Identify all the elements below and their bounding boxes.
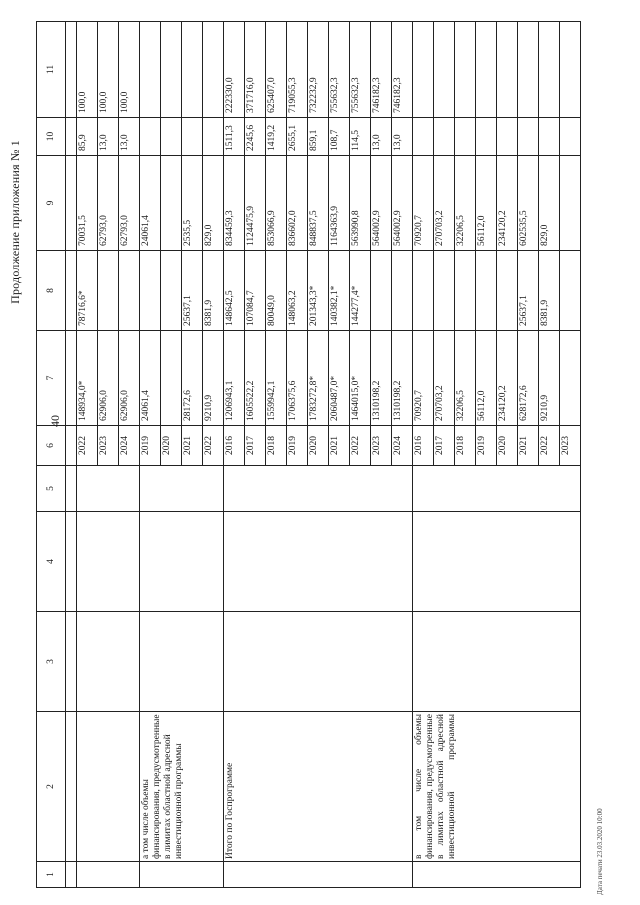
year-cell: 2021	[518, 426, 539, 466]
year-cell: 2020	[308, 426, 329, 466]
year-cell: 2021	[329, 426, 350, 466]
year-cell: 2018	[455, 426, 476, 466]
value-cell-c11: 755632,3	[329, 22, 350, 118]
value-cell-c11: 371716,0	[245, 22, 266, 118]
value-cell-c8	[455, 251, 476, 331]
value-cell-c7: 24061,4	[140, 331, 161, 426]
financing-table	[36, 21, 581, 888]
value-cell-c10: 859,1	[308, 118, 329, 156]
column-number: 7	[37, 331, 66, 426]
value-cell-c11	[413, 22, 434, 118]
value-cell-c11	[434, 22, 455, 118]
value-cell-c8	[140, 251, 161, 331]
value-cell-c10: 85,9	[77, 118, 98, 156]
value-cell-c9: 70031,5	[77, 156, 98, 251]
col5-cell	[140, 466, 224, 512]
value-cell-c11: 625407,0	[266, 22, 287, 118]
group-label: Итого по Госпрограмме	[224, 712, 413, 862]
value-cell-c8: 80049,0	[266, 251, 287, 331]
value-cell-c9: 270703,2	[434, 156, 455, 251]
year-cell: 2019	[287, 426, 308, 466]
value-cell-c11	[161, 22, 182, 118]
value-cell-c10	[434, 118, 455, 156]
value-cell-c7: 9210,9	[539, 331, 560, 426]
value-cell-c9: 1164363,9	[329, 156, 350, 251]
value-cell-c11: 732232,9	[308, 22, 329, 118]
value-cell-c11: 746182,3	[392, 22, 413, 118]
value-cell-c8: 8381,9	[539, 251, 560, 331]
value-cell-c7: 2060487,0*	[329, 331, 350, 426]
value-cell-c7	[161, 331, 182, 426]
value-cell-c9: 564002,9	[371, 156, 392, 251]
value-cell-c11: 100,0	[77, 22, 98, 118]
value-cell-c11	[182, 22, 203, 118]
year-cell: 2019	[140, 426, 161, 466]
value-cell-c11	[560, 22, 581, 118]
value-cell-c7: 62906,0	[119, 331, 140, 426]
year-cell: 2019	[476, 426, 497, 466]
group-label	[77, 712, 140, 862]
value-cell-c9: 24061,4	[140, 156, 161, 251]
column-number: 10	[37, 118, 66, 156]
value-cell-c8	[161, 251, 182, 331]
value-cell-c8	[392, 251, 413, 331]
value-cell-c8: 148063,2	[287, 251, 308, 331]
value-cell-c8	[476, 251, 497, 331]
value-cell-c10	[455, 118, 476, 156]
spacer-row	[66, 22, 77, 888]
value-cell-c8: 107084,7	[245, 251, 266, 331]
column-number: 5	[37, 466, 66, 512]
value-cell-c9: 1124475,9	[245, 156, 266, 251]
column-number-row	[37, 22, 66, 888]
col4-cell	[224, 512, 413, 612]
value-cell-c10	[161, 118, 182, 156]
value-cell-c11	[203, 22, 224, 118]
value-cell-c8	[413, 251, 434, 331]
appendix-header: Продолжение приложения № 1	[8, 140, 22, 304]
value-cell-c11	[140, 22, 161, 118]
value-cell-c8	[497, 251, 518, 331]
value-cell-c9: 829,0	[539, 156, 560, 251]
value-cell-c7: 28172,6	[182, 331, 203, 426]
value-cell-c8: 144277,4*	[350, 251, 371, 331]
value-cell-c9: 836602,0	[287, 156, 308, 251]
value-cell-c10: 2655,1	[287, 118, 308, 156]
year-cell: 2021	[182, 426, 203, 466]
column-number: 6	[37, 426, 66, 466]
value-cell-c8: 140382,1*	[329, 251, 350, 331]
value-cell-c10	[182, 118, 203, 156]
year-cell: 2020	[497, 426, 518, 466]
value-cell-c9	[161, 156, 182, 251]
value-cell-c10	[203, 118, 224, 156]
col1-cell	[413, 862, 581, 888]
table-row	[413, 22, 434, 888]
value-cell-c7	[560, 331, 581, 426]
value-cell-c8	[98, 251, 119, 331]
value-cell-c11	[497, 22, 518, 118]
value-cell-c10	[518, 118, 539, 156]
value-cell-c7: 270703,2	[434, 331, 455, 426]
page-number: 40	[48, 415, 62, 427]
value-cell-c7: 234120,2	[497, 331, 518, 426]
column-number: 3	[37, 612, 66, 712]
year-cell: 2020	[161, 426, 182, 466]
value-cell-c11: 100,0	[119, 22, 140, 118]
value-cell-c9: 70920,7	[413, 156, 434, 251]
value-cell-c7: 1206943,1	[224, 331, 245, 426]
value-cell-c11	[476, 22, 497, 118]
column-number: 4	[37, 512, 66, 612]
value-cell-c8: 201343,3*	[308, 251, 329, 331]
value-cell-c8: 8381,9	[203, 251, 224, 331]
value-cell-c9: 62793,0	[98, 156, 119, 251]
table-row	[77, 22, 98, 888]
column-number: 9	[37, 156, 66, 251]
year-cell: 2017	[245, 426, 266, 466]
year-cell: 2023	[371, 426, 392, 466]
value-cell-c9: 563990,8	[350, 156, 371, 251]
value-cell-c7: 1310198,2	[392, 331, 413, 426]
year-cell: 2016	[224, 426, 245, 466]
value-cell-c7: 1310198,2	[371, 331, 392, 426]
value-cell-c10: 2245,6	[245, 118, 266, 156]
table-row	[224, 22, 245, 888]
year-cell: 2016	[413, 426, 434, 466]
year-cell: 2022	[539, 426, 560, 466]
print-date: Дата печати 23.03.2020 10:00	[596, 808, 604, 895]
value-cell-c11	[539, 22, 560, 118]
year-cell: 2024	[119, 426, 140, 466]
value-cell-c10: 13,0	[392, 118, 413, 156]
column-number: 1	[37, 862, 66, 888]
value-cell-c9: 848837,5	[308, 156, 329, 251]
year-cell: 2022	[350, 426, 371, 466]
col3-cell	[77, 612, 140, 712]
table-row	[140, 22, 161, 888]
col1-cell	[77, 862, 140, 888]
value-cell-c11	[518, 22, 539, 118]
value-cell-c10: 1419,2	[266, 118, 287, 156]
value-cell-c7: 628172,6	[518, 331, 539, 426]
group-label: а том числе объемы финансирования, предусмотренные в лимитах областной адресной инвестиционной программы	[140, 712, 224, 862]
value-cell-c10: 13,0	[371, 118, 392, 156]
value-cell-c10	[476, 118, 497, 156]
value-cell-c9: 56112,0	[476, 156, 497, 251]
col3-cell	[224, 612, 413, 712]
year-cell: 2022	[203, 426, 224, 466]
value-cell-c8: 148642,5	[224, 251, 245, 331]
col5-cell	[77, 466, 140, 512]
year-cell: 2017	[434, 426, 455, 466]
value-cell-c10	[413, 118, 434, 156]
value-cell-c8	[434, 251, 455, 331]
value-cell-c8: 25637,1	[182, 251, 203, 331]
value-cell-c10: 108,7	[329, 118, 350, 156]
value-cell-c10	[560, 118, 581, 156]
value-cell-c7: 62906,0	[98, 331, 119, 426]
value-cell-c10	[497, 118, 518, 156]
value-cell-c7: 32206,5	[455, 331, 476, 426]
year-cell: 2023	[98, 426, 119, 466]
value-cell-c9: 602535,5	[518, 156, 539, 251]
value-cell-c10: 1511,3	[224, 118, 245, 156]
value-cell-c9: 564002,9	[392, 156, 413, 251]
column-number: 11	[37, 22, 66, 118]
value-cell-c7: 1464015,0*	[350, 331, 371, 426]
value-cell-c9	[560, 156, 581, 251]
value-cell-c7: 70920,7	[413, 331, 434, 426]
col4-cell	[413, 512, 581, 612]
value-cell-c7: 148934,0*	[77, 331, 98, 426]
value-cell-c11	[455, 22, 476, 118]
col1-cell	[224, 862, 413, 888]
value-cell-c9: 234120,2	[497, 156, 518, 251]
value-cell-c7: 56112,0	[476, 331, 497, 426]
value-cell-c9: 853066,9	[266, 156, 287, 251]
value-cell-c11: 100,0	[98, 22, 119, 118]
value-cell-c9: 32206,5	[455, 156, 476, 251]
column-number: 8	[37, 251, 66, 331]
year-cell: 2018	[266, 426, 287, 466]
group-label: в том числе объемы финансирования, предусмотренные в лимитах областной адресной инвестиционной программы	[413, 712, 581, 862]
col4-cell	[77, 512, 140, 612]
value-cell-c7: 9210,9	[203, 331, 224, 426]
value-cell-c10	[539, 118, 560, 156]
value-cell-c11: 755632,3	[350, 22, 371, 118]
year-cell: 2022	[77, 426, 98, 466]
col1-cell	[140, 862, 224, 888]
year-cell: 2023	[560, 426, 581, 466]
value-cell-c11: 222330,0	[224, 22, 245, 118]
value-cell-c7: 1706375,6	[287, 331, 308, 426]
value-cell-c11: 746182,3	[371, 22, 392, 118]
value-cell-c10: 13,0	[98, 118, 119, 156]
value-cell-c9: 834459,3	[224, 156, 245, 251]
col3-cell	[140, 612, 224, 712]
value-cell-c11: 719055,3	[287, 22, 308, 118]
value-cell-c8: 25637,1	[518, 251, 539, 331]
value-cell-c7: 1605522,2	[245, 331, 266, 426]
value-cell-c8	[560, 251, 581, 331]
col5-cell	[413, 466, 581, 512]
value-cell-c9: 829,0	[203, 156, 224, 251]
value-cell-c8	[371, 251, 392, 331]
value-cell-c9: 62793,0	[119, 156, 140, 251]
value-cell-c7: 1783272,8*	[308, 331, 329, 426]
column-number: 2	[37, 712, 66, 862]
value-cell-c8: 78716,6*	[77, 251, 98, 331]
value-cell-c10: 13,0	[119, 118, 140, 156]
value-cell-c9: 2535,5	[182, 156, 203, 251]
col5-cell	[224, 466, 413, 512]
value-cell-c8	[119, 251, 140, 331]
year-cell: 2024	[392, 426, 413, 466]
value-cell-c10: 114,5	[350, 118, 371, 156]
value-cell-c10	[140, 118, 161, 156]
col4-cell	[140, 512, 224, 612]
col3-cell	[413, 612, 581, 712]
value-cell-c7: 1559942,1	[266, 331, 287, 426]
